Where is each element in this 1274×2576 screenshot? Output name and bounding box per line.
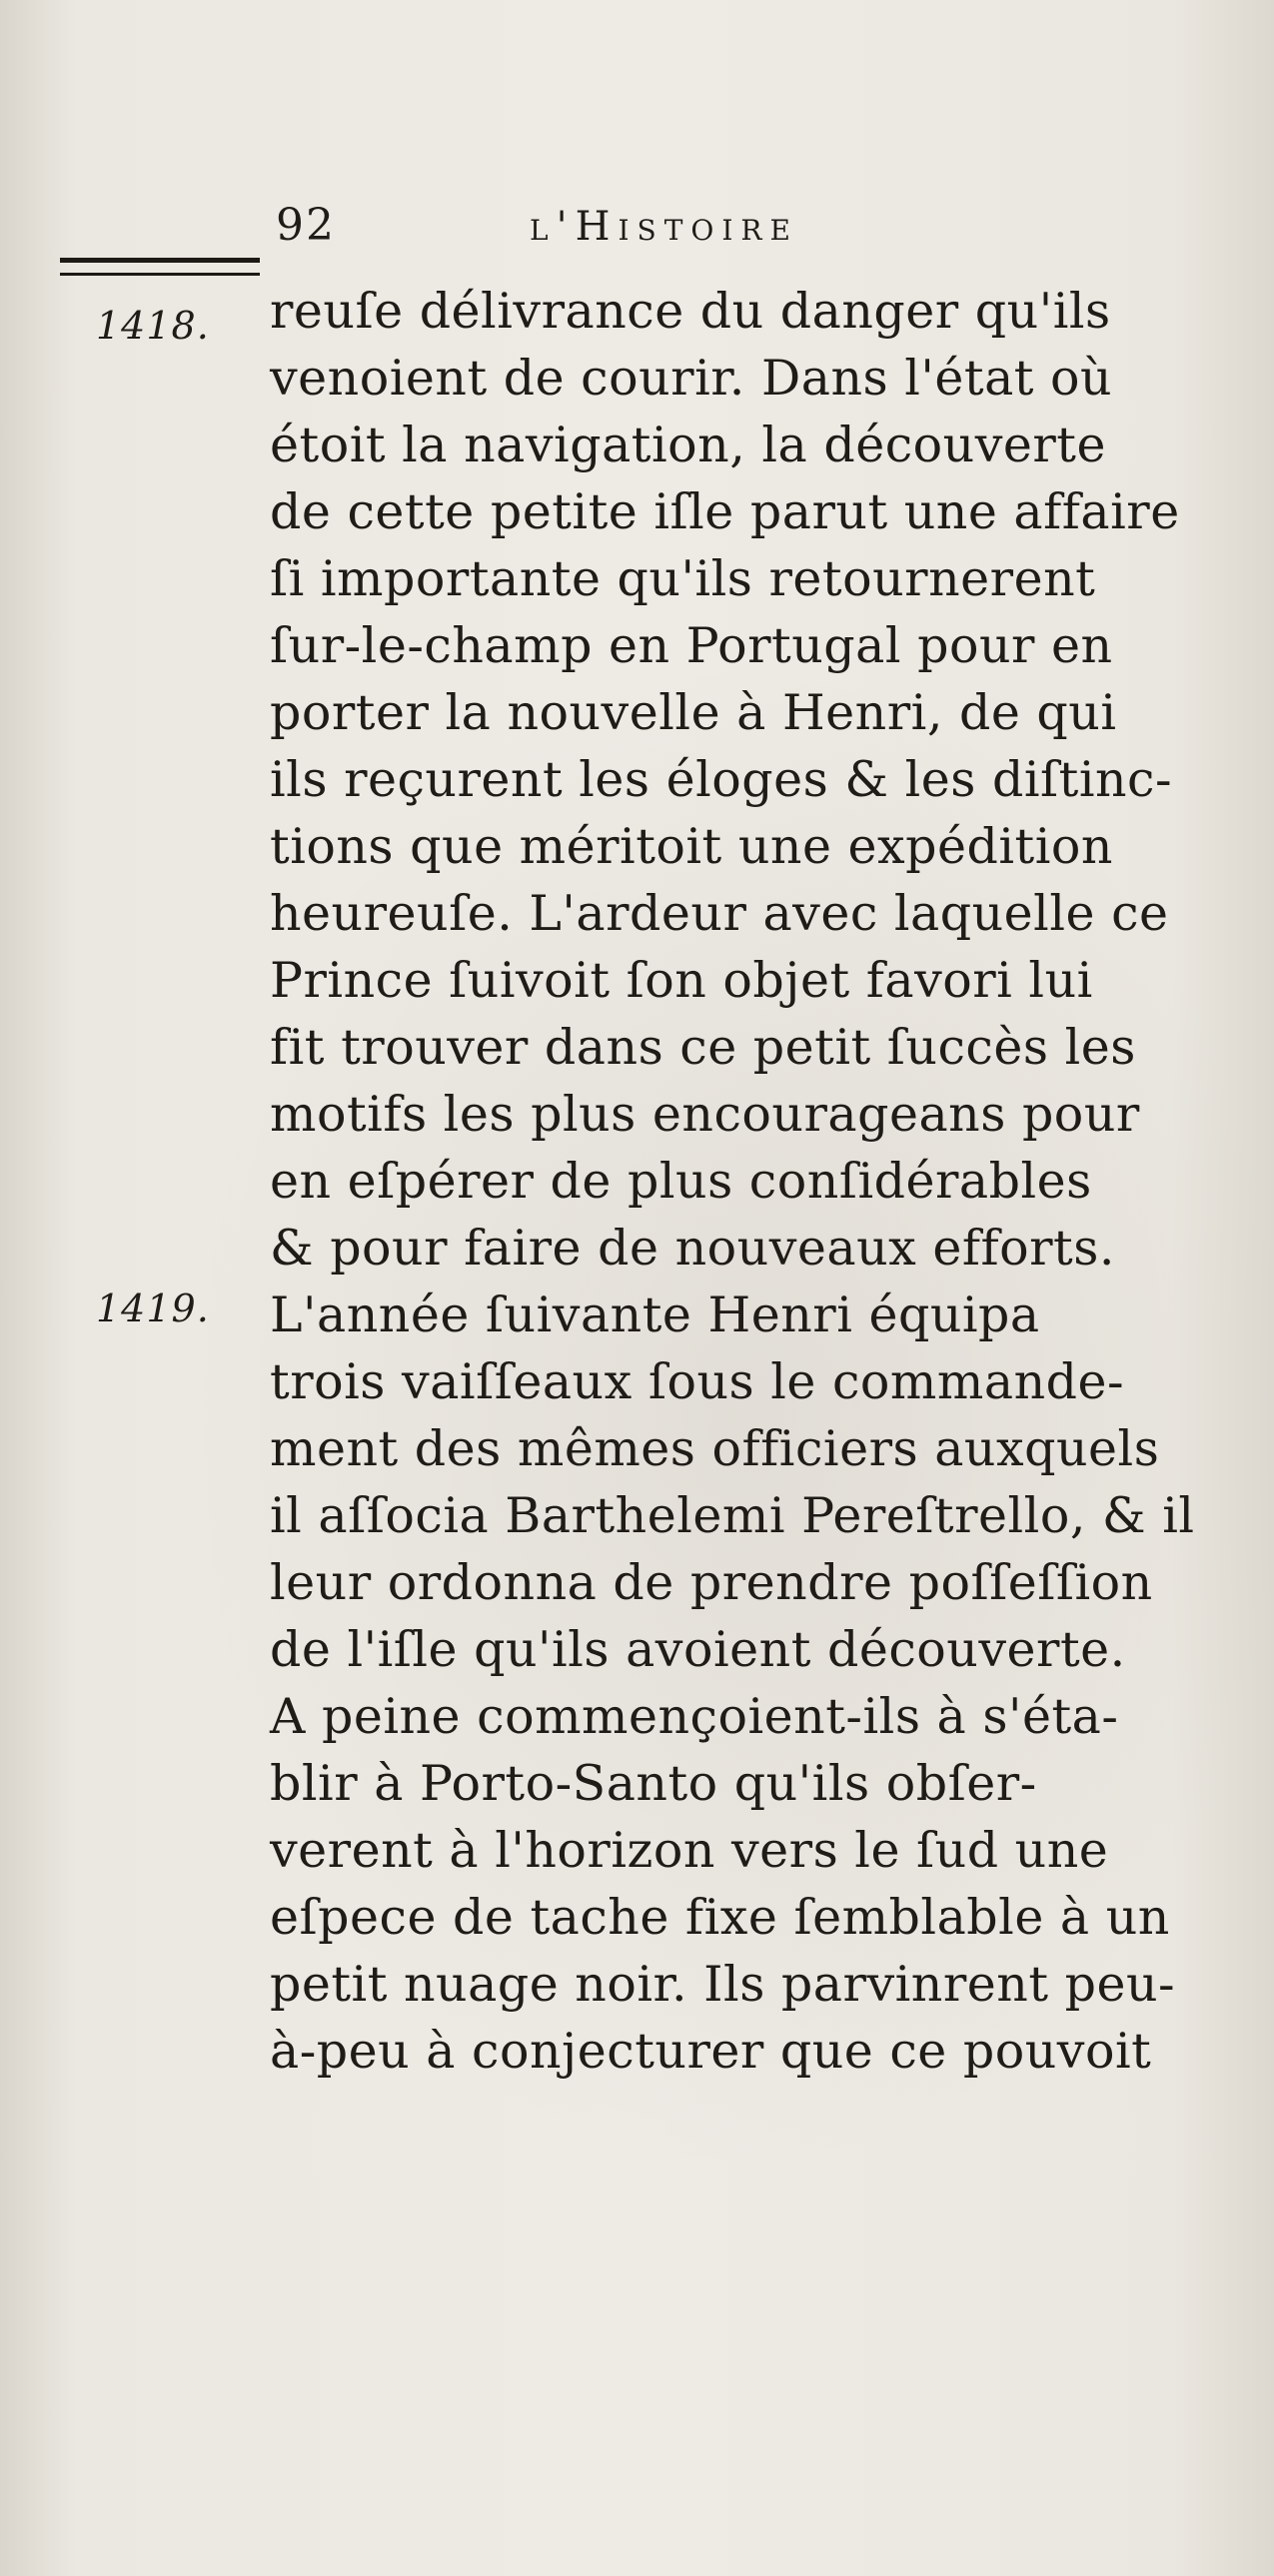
text-line: ſur-le-champ en Portugal pour en [270,617,1113,674]
text-line: ils reçurent les éloges & les diſtinc- [270,751,1173,808]
text-line: porter la nouvelle à Henri, de qui [270,684,1117,741]
text-line: eſpece de tache fixe ſemblable à un [270,1889,1170,1946]
text-line: étoit la navigation, la découverte [270,417,1106,473]
text-line: venoient de courir. Dans l'état où [270,350,1113,407]
text-line: L'année ſuivante Henri équipa [270,1287,1040,1343]
text-line: leur ordonna de prendre poſſeſſion [270,1554,1153,1611]
margin-year-1418: 1418. [96,304,210,348]
text-line: ment des mêmes officiers auxquels [270,1420,1160,1477]
margin-year-1419: 1419. [96,1287,210,1330]
text-line: de cette petite iſle parut une affaire [270,483,1180,540]
text-line: petit nuage noir. Ils parvinrent peu- [270,1956,1176,2013]
text-line: motifs les plus encourageans pour [270,1086,1140,1143]
text-line: tions que méritoit une expédition [270,818,1113,875]
text-line: Prince ſuivoit ſon objet favori lui [270,952,1093,1009]
text-line: trois vaiſſeaux ſous le commande- [270,1353,1125,1410]
page-number: 92 [276,200,336,251]
body-text [270,278,1199,2085]
header-rule [60,258,260,276]
text-line: reuſe délivrance du danger qu'ils [270,283,1111,340]
text-line: blir à Porto-Santo qu'ils obſer- [270,1755,1037,1812]
text-line: ſi importante qu'ils retournerent [270,550,1096,607]
running-title: l'Histoire [530,204,798,250]
text-line: fit trouver dans ce petit ſuccès les [270,1019,1136,1076]
text-line: verent à l'horizon vers le ſud une [270,1822,1109,1879]
text-line: en eſpérer de plus conſidérables [270,1153,1092,1210]
text-line: il aſſocia Barthelemi Pereſtrello, & il [270,1487,1195,1544]
text-line: A peine commençoient-ils à s'éta- [270,1688,1119,1745]
running-head [268,200,967,270]
text-line: de l'iſle qu'ils avoient découverte. [270,1621,1126,1678]
text-line: heureuſe. L'ardeur avec laquelle ce [270,885,1169,942]
text-line: & pour faire de nouveaux efforts. [270,1220,1115,1277]
text-line: à-peu à conjecturer que ce pouvoit [270,2023,1152,2080]
